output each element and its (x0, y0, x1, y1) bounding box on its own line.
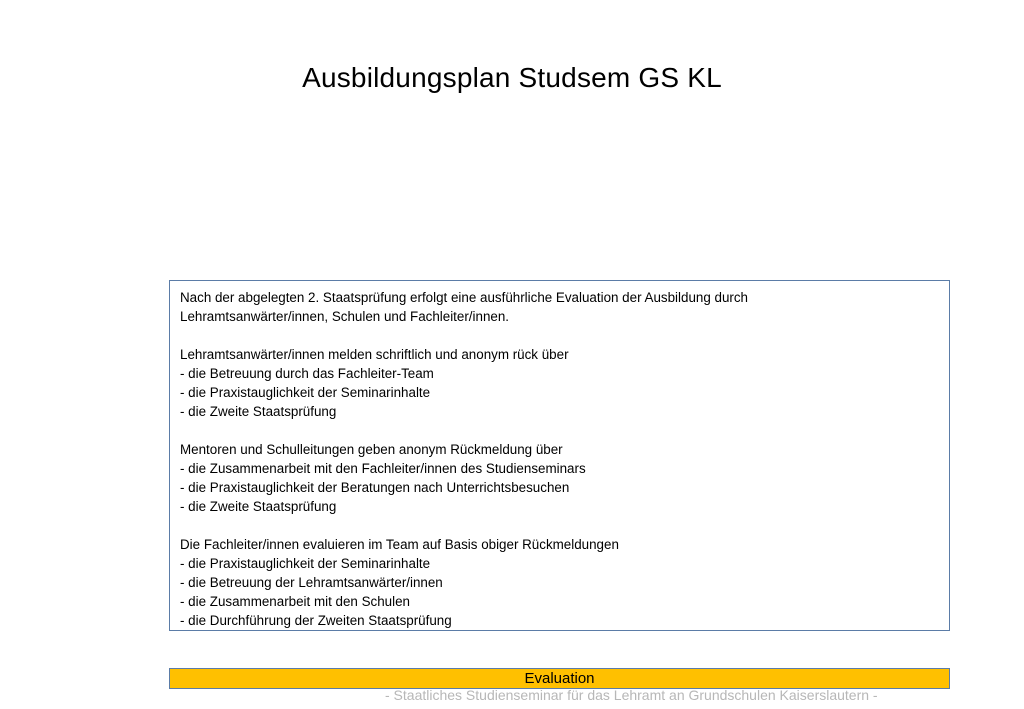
list-item: - die Praxistauglichkeit der Seminarinhalte (180, 556, 431, 571)
slide-title: Ausbildungsplan Studsem GS KL (302, 62, 722, 93)
text-line: Lehramtsanwärter/innen melden schriftlich und anonym rück über (180, 347, 569, 362)
paragraph-intro (180, 288, 939, 326)
content-box (169, 280, 950, 631)
list-item: - die Praxistauglichkeit der Seminarinhalte (180, 385, 431, 400)
list-item: - die Zusammenarbeit mit den Schulen (180, 594, 410, 609)
text-line: Mentoren und Schulleitungen geben anonym Rückmeldung über (180, 442, 563, 457)
paragraph-mentoren (180, 440, 939, 516)
list-item: - die Zweite Staatsprüfung (180, 499, 337, 514)
evaluation-banner: Evaluation (169, 668, 950, 689)
paragraph-lehramtsanwaerter (180, 345, 939, 421)
list-item: - die Betreuung der Lehramtsanwärter/innen (180, 575, 443, 590)
list-item: - die Praxistauglichkeit der Beratungen nach Unterrichtsbesuchen (180, 480, 570, 495)
list-item: - die Betreuung durch das Fachleiter-Team (180, 366, 434, 381)
list-item: - die Zusammenarbeit mit den Fachleiter/innen des Studienseminars (180, 461, 586, 476)
paragraph-fachleiter (180, 535, 939, 630)
footer-text: - Staatliches Studienseminar für das Lehramt an Grundschulen Kaiserslautern - (385, 687, 878, 703)
text-line: Nach der abgelegten 2. Staatsprüfung erfolgt eine ausführliche Evaluation der Ausbildung durch (180, 290, 748, 305)
list-item: - die Zweite Staatsprüfung (180, 404, 337, 419)
text-line: Die Fachleiter/innen evaluieren im Team auf Basis obiger Rückmeldungen (180, 537, 619, 552)
list-item: - die Durchführung der Zweiten Staatsprüfung (180, 613, 452, 628)
text-line: Lehramtsanwärter/innen, Schulen und Fachleiter/innen. (180, 309, 510, 324)
